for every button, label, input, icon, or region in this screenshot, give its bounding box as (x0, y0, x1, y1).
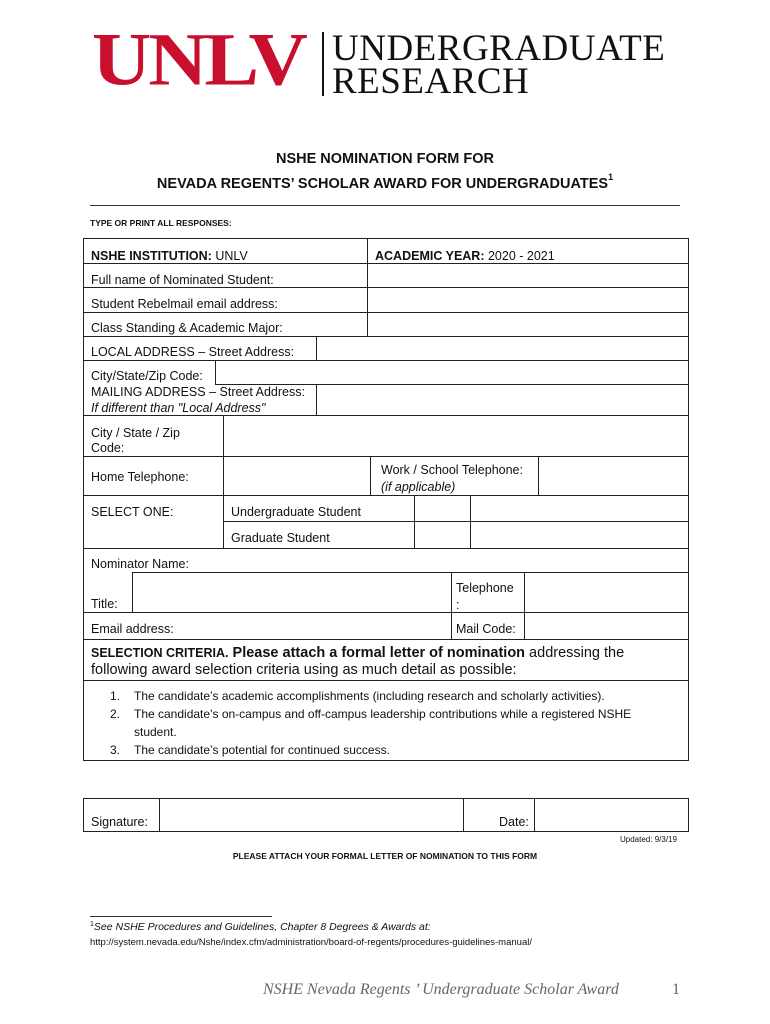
nominator-name-label: Nominator Name: (91, 557, 189, 571)
work-telephone-note: (if applicable) (381, 480, 456, 494)
nomination-form (83, 238, 689, 761)
mailing-address-note: If different than "Local Address" (91, 401, 266, 415)
institution-value: UNLV (211, 249, 248, 263)
page-number: 1 (672, 981, 680, 998)
footnote-mark: 1 (90, 921, 94, 928)
institution-field (91, 249, 248, 264)
form-title-line2 (0, 172, 770, 192)
criteria-item-2: 2. The candidate’s on-campus and off-campus leadership contributions while a registered NSHE (110, 707, 632, 721)
city-state-zip2-label-b: Code: (91, 441, 125, 455)
academic-year-label: ACADEMIC YEAR: (375, 249, 485, 263)
footnote-url[interactable]: http://system.nevada.edu/Nshe/index.cfm/administration/board-of-regents/procedures-guidelines-manual/ (90, 937, 532, 948)
select-one-label: SELECT ONE: (91, 505, 174, 519)
title-divider (90, 205, 680, 206)
signature-label: Signature: (91, 815, 148, 829)
logo-undergraduate: UNDERGRADUATE (332, 28, 666, 69)
title-footnote-mark: 1 (608, 172, 614, 182)
instruction: TYPE OR PRINT ALL RESPONSES: (90, 218, 232, 228)
criteria-item-1: 1. The candidate’s academic accomplishments (including research and scholarly activities). (110, 689, 605, 703)
class-standing-label: Class Standing & Academic Major: (91, 321, 283, 335)
criteria-heading: SELECTION CRITERIA. (91, 646, 229, 660)
logo-divider (322, 32, 324, 96)
local-address-label: LOCAL ADDRESS – Street Address: (91, 345, 295, 359)
institution-label: NSHE INSTITUTION: (91, 249, 212, 263)
home-telephone-label: Home Telephone: (91, 470, 189, 484)
criteria-item-3: 3. The candidate’s potential for continued success. (110, 743, 390, 757)
option-graduate: Graduate Student (231, 531, 330, 545)
criteria-description: addressing the following award selection criteria using as much detail as possible: (91, 645, 625, 678)
attach-note: PLEASE ATTACH YOUR FORMAL LETTER OF NOMINATION TO THIS FORM (232, 851, 538, 861)
unlv-logo: UNLV (92, 17, 305, 102)
footnote-text (90, 921, 431, 933)
mail-code-label: Mail Code: (456, 622, 516, 636)
selection-criteria (91, 645, 683, 679)
title-label: Title: (91, 597, 118, 611)
criteria-instruction: Please attach a formal letter of nomination (228, 645, 526, 661)
email-address-label: Email address: (91, 622, 174, 636)
nominator-telephone-label-b: : (456, 598, 460, 612)
form-title-line1: NSHE NOMINATION FORM FOR (275, 151, 495, 167)
rebelmail-label: Student Rebelmail email address: (91, 297, 278, 311)
nominator-telephone-label-a: Telephone (456, 581, 514, 595)
work-telephone-label: Work / School Telephone: (381, 463, 523, 477)
full-name-label: Full name of Nominated Student: (91, 273, 274, 287)
footnote-citation: See NSHE Procedures and Guidelines, Chapter 8 Degrees & Awards at: (93, 921, 431, 933)
mailing-address-label: MAILING ADDRESS – Street Address: (91, 385, 305, 399)
page-footer-title: NSHE Nevada Regents ’ Undergraduate Scholar Award (263, 981, 619, 998)
footnote-divider (90, 916, 272, 917)
form-title-text: NEVADA REGENTS’ SCHOLAR AWARD FOR UNDERGRADUATES (156, 176, 609, 192)
date-label: Date: (499, 815, 529, 829)
option-undergraduate: Undergraduate Student (231, 505, 361, 519)
academic-year-value: 2020 - 2021 (484, 249, 555, 263)
criteria-item-2-cont: student. (134, 725, 177, 739)
logo-research: RESEARCH (332, 61, 530, 102)
city-state-zip2-label-a: City / State / Zip (91, 426, 180, 440)
academic-year-field (375, 249, 555, 264)
city-state-zip-label: City/State/Zip Code: (91, 369, 203, 383)
signature-row (83, 798, 689, 832)
updated-date: Updated: 9/3/19 (620, 835, 677, 844)
